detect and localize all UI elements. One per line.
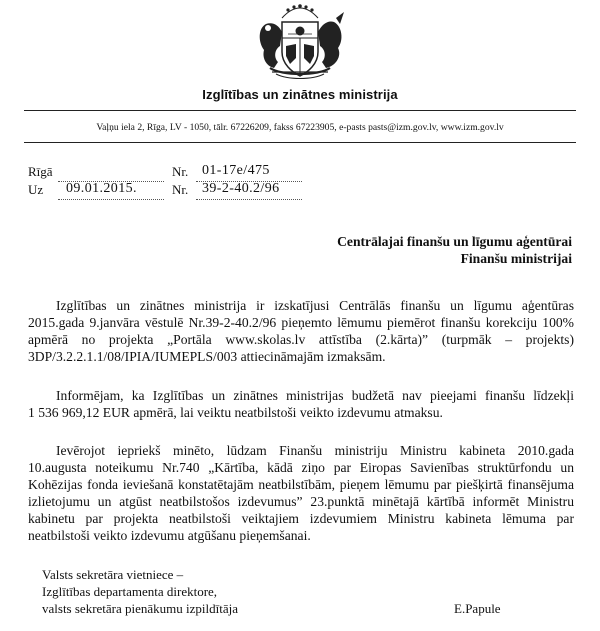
paragraph-3-line: Ievērojot iepriekš minēto, lūdzam Finanšu ministriju Ministru kabineta 2010.gada bbox=[56, 443, 574, 458]
coat-of-arms-icon bbox=[252, 2, 348, 82]
paragraph-3-line: izlietojumu un atgūst neatbilstošos izdevumus” 23.punktā minētajā kārtībā informēt Ministru bbox=[28, 494, 574, 509]
header-divider-bottom bbox=[24, 142, 576, 143]
paragraph-2-line: 1 536 969,12 EUR apmērā, lai veiktu neatbilstoši veikto izdevumu atmaksu. bbox=[28, 405, 443, 420]
recipient-line-1: Centrālajai finanšu un līgumu aģentūrai bbox=[337, 234, 572, 249]
incoming-nr-label: Nr. bbox=[172, 182, 189, 197]
paragraph-3-line: Kohēzijas fonda ieviešanā konstatētajām neatbilstībām, pieņem lēmumu par piešķirtā finansējuma bbox=[28, 477, 574, 492]
paragraph-1-line: 3DP/3.2.2.1.1/08/IPIA/IUMEPLS/003 attiecināmajām izmaksām. bbox=[28, 349, 386, 364]
recipient-line-2: Finanšu ministrijai bbox=[460, 251, 572, 266]
paragraph-2-line: Informējam, ka Izglītības un zinātnes ministrijas budžetā nav pieejami finanšu līdzekļi bbox=[56, 388, 574, 403]
paragraph-3-line: 10.augusta noteikumu Nr.740 „Kārtība, kādā ziņo par Eiropas Savienības struktūrfondu un bbox=[28, 460, 574, 475]
signatory-title-line-2: Izglītības departamenta direktore, bbox=[42, 584, 218, 599]
body-paragraph-1 bbox=[28, 297, 574, 365]
outgoing-nr-label: Nr. bbox=[172, 164, 189, 179]
place-label: Rīgā bbox=[28, 164, 53, 179]
reply-date-dotted-line bbox=[58, 199, 164, 200]
reply-to-label: Uz bbox=[28, 182, 44, 197]
paragraph-1-line: Izglītības un zinātnes ministrija ir izskatījusi Centrālās finanšu un līgumu aģentūras bbox=[56, 298, 574, 313]
incoming-nr-dotted-line bbox=[196, 199, 302, 200]
signatory-title-line-3: valsts sekretāra pienākumu izpildītāja bbox=[42, 601, 239, 616]
reply-to-date: 09.01.2015. bbox=[66, 181, 137, 196]
ministry-address: Vaļņu iela 2, Rīga, LV - 1050, tālr. 67226209, fakss 67223905, e-pasts pasts@izm.gov.lv, www.izm.gov.lv bbox=[96, 122, 504, 133]
header-divider-top bbox=[24, 110, 576, 111]
paragraph-1-line: 2015.gada 9.janvāra vēstulē Nr.39-2-40.2/96 pieņemto lēmumu piemērot finanšu korekciju 100% bbox=[28, 315, 574, 330]
signatory-title-line-1: Valsts sekretāra vietniece – bbox=[42, 567, 184, 582]
paragraph-1-line: apmērā no projekta „Portāla www.skolas.lv attīstība (2.kārta)” (turpmāk – projekts) bbox=[28, 332, 574, 347]
body-paragraph-2 bbox=[28, 387, 574, 421]
ministry-name: Izglītības un zinātnes ministrija bbox=[202, 87, 398, 102]
signatory-name: E.Papule bbox=[454, 601, 501, 616]
paragraph-3-line: kabinetu par projekta neatbilstoši veiktajiem izdevumiem Ministru kabineta lēmuma par bbox=[28, 511, 574, 526]
outgoing-nr-value: 01-17e/475 bbox=[202, 163, 270, 178]
body-paragraph-3 bbox=[28, 442, 574, 544]
incoming-nr-value: 39-2-40.2/96 bbox=[202, 181, 280, 196]
paragraph-3-line: neatbilstoši veikto izdevumu atgūšanu pieņemšanai. bbox=[28, 528, 311, 543]
